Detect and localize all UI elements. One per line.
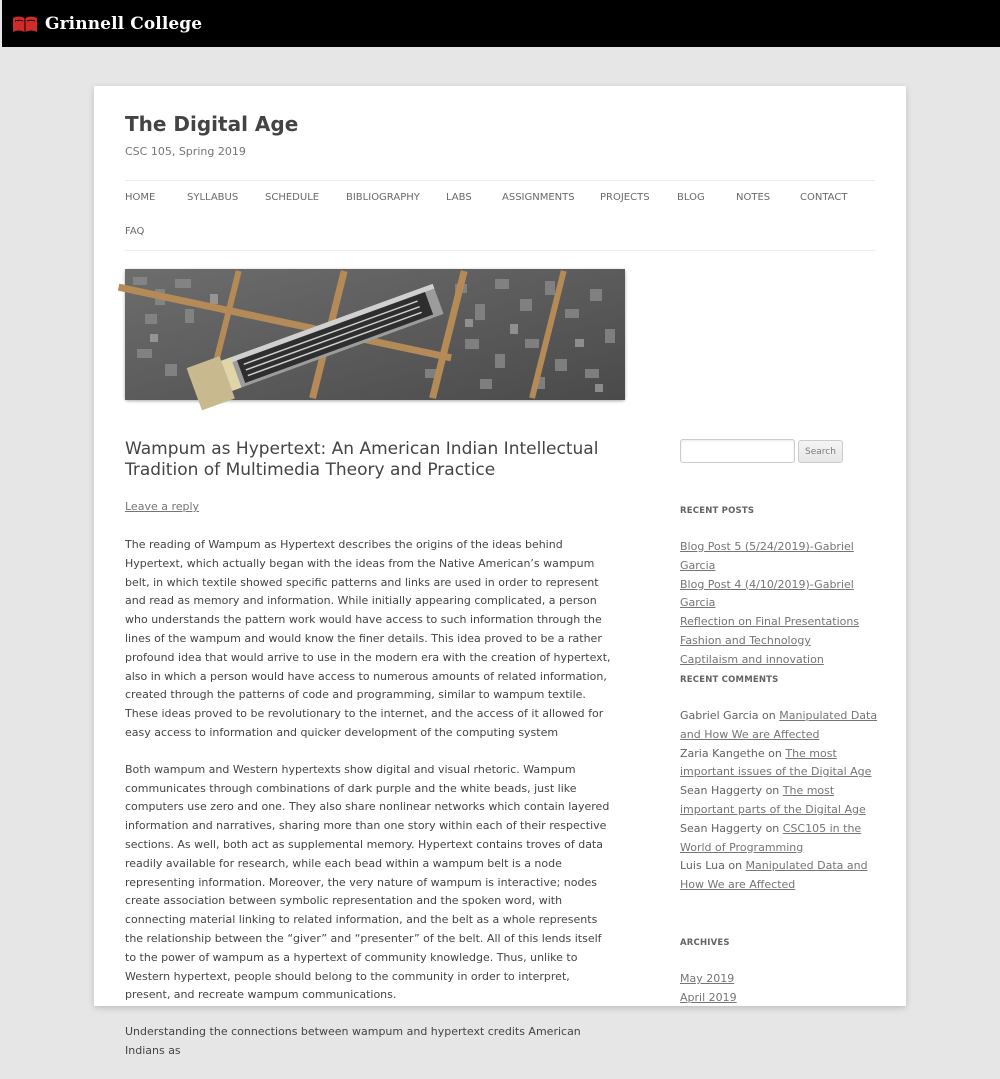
nav-item-labs[interactable]: LABS (446, 192, 472, 203)
recent-post-link[interactable]: Blog Post 4 (4/10/2019)-Gabriel Garcia (680, 577, 854, 610)
post-paragraph: Understanding the connections between wampum and hypertext credits American Indians as (125, 1025, 581, 1057)
comment-connector: on (765, 784, 780, 798)
comment-post-link[interactable]: CSC105 in the World of Programming (680, 821, 862, 854)
nav-item-blog[interactable]: BLOG (677, 192, 705, 203)
comment-connector: on (728, 859, 743, 873)
comment-post-link[interactable]: The most important issues of the Digital Age (680, 746, 872, 779)
comment-item (680, 745, 880, 783)
comment-connector: on (768, 746, 782, 760)
grinnell-book-icon[interactable] (12, 15, 38, 33)
list-item (680, 632, 880, 651)
nav-item-contact[interactable]: CONTACT (800, 192, 848, 203)
nav-item-syllabus[interactable]: SYLLABUS (187, 192, 239, 203)
nav-item-faq[interactable]: FAQ (125, 226, 145, 237)
archives-title: ARCHIVES (680, 938, 730, 948)
site-title[interactable]: The Digital Age (125, 112, 299, 136)
list-item (680, 576, 880, 614)
recent-posts-title: RECENT POSTS (680, 506, 755, 516)
post-content (125, 536, 615, 1079)
comment-author: Sean Haggerty (680, 821, 763, 835)
comment-author: Luis Lua (680, 859, 725, 873)
nav-item-home[interactable]: HOME (125, 192, 156, 203)
post-paragraph: Both wampum and Western hypertexts show digital and visual rhetoric. Wampum communicates through combinations of dark purple and the white beads, just like computers use zero and one. They also share nonlinear networks which contain layered information and narratives, sharing more than one story within each of their respective sections. As well, both act as supplemental memory. Hypertext contains troves of data readily available for research, while each bead within a wampum belt is a node representing information. Moreover, the very nature of wampum is interactive; nodes create association between symbolic representation and the spoken word, with connecting material linking to related information, and the belt as a whole represents the relationship between the “giver” and “presenter” of the belt. All of this lends itself to the power of wampum as a hypertext of community knowledge. Thus, unlike to Western hypertext, people should belong to the community in order to interpret, present, and recreate wampum communications. (125, 762, 610, 1002)
nav-item-projects[interactable]: PROJECTS (600, 192, 650, 203)
grinnell-logo-text[interactable]: Grinnell College (45, 13, 203, 34)
comment-author: Gabriel Garcia (680, 709, 759, 722)
search-input[interactable] (680, 439, 795, 463)
site-description: CSC 105, Spring 2019 (125, 145, 246, 158)
nav-item-assignments[interactable]: ASSIGNMENTS (502, 192, 575, 203)
list-item (680, 613, 880, 632)
comment-post-link[interactable]: Manipulated Data and How We are Affected (680, 859, 868, 892)
recent-comments-title: RECENT COMMENTS (680, 675, 779, 685)
comment-item (680, 782, 880, 820)
comment-item (680, 820, 880, 858)
recent-comments-list (680, 707, 880, 895)
header-image (125, 269, 625, 400)
post-paragraph: The reading of Wampum as Hypertext describes the origins of the ideas behind Hypertext, which actually began with the ideas from the Native American’s wampum belt, in which textile showed specific patterns and links are used in order to represent and read as memory and information. While initially appearing complicated, a person who understands the pattern work would have access to such information through the lines of the wampum and would know the finer details. This idea proved to be a rather profound idea that would arrive to use in the modern era with the creation of hypertext, also in which a person would have access to numerous amounts of related information, created through the patterns of code and programming, similar to wampum textile. These ideas proved to be revolutionary to the internet, and the access of it allowed for easy access to information and quicker development of the computing system (125, 538, 611, 739)
recent-posts-list (680, 538, 880, 670)
main-navigation (125, 180, 875, 251)
comment-post-link[interactable]: Manipulated Data and How We are Affected (680, 709, 878, 741)
comment-author: Sean Haggerty (680, 784, 763, 798)
recent-post-link[interactable]: Fashion and Technology (680, 633, 811, 647)
recent-post-link[interactable]: Reflection on Final Presentations (680, 615, 860, 629)
post-title[interactable]: Wampum as Hypertext: An American Indian Intellectual Tradition of Multimedia Theory and Practice (125, 439, 599, 480)
nav-item-bibliography[interactable]: BIBLIOGRAPHY (346, 192, 420, 203)
archive-link[interactable]: May 2019 (680, 972, 735, 985)
recent-post-link[interactable]: Captilaism and innovation (680, 652, 824, 666)
list-item (680, 538, 880, 576)
archives-list (680, 970, 880, 1008)
search-button[interactable]: Search (798, 440, 843, 463)
comment-connector: on (765, 821, 780, 835)
archive-link[interactable]: April 2019 (680, 990, 737, 1004)
leave-reply-link[interactable]: Leave a reply (125, 500, 200, 513)
comment-item (680, 857, 880, 895)
page-container (94, 86, 906, 1057)
recent-post-link[interactable]: Blog Post 5 (5/24/2019)-Gabriel Garcia (680, 540, 854, 572)
nav-item-notes[interactable]: NOTES (736, 192, 771, 203)
comment-post-link[interactable]: The most important parts of the Digital Age (680, 784, 866, 816)
nav-item-schedule[interactable]: SCHEDULE (265, 192, 320, 203)
list-item (680, 970, 880, 989)
comment-connector: on (762, 709, 776, 722)
list-item (680, 989, 880, 1008)
comment-item (680, 707, 880, 745)
grinnell-top-bar (2, 0, 1000, 47)
comment-author: Zaria Kangethe (680, 746, 765, 760)
list-item (680, 651, 880, 670)
